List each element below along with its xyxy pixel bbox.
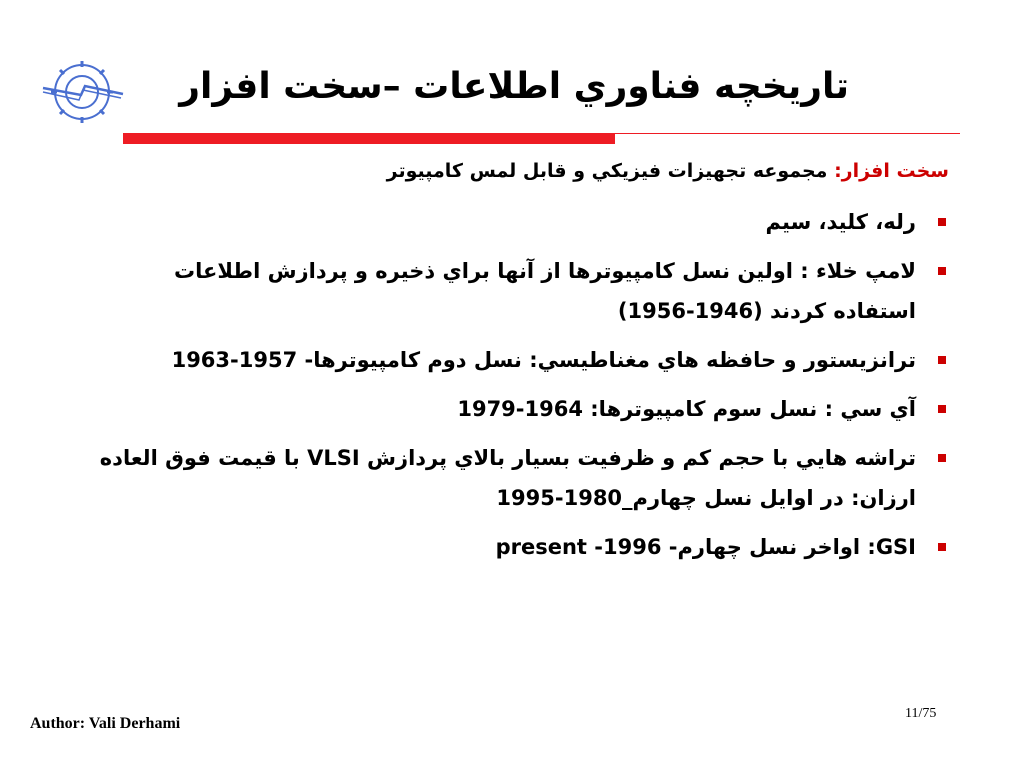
list-item bbox=[94, 389, 954, 429]
list-item-text: آي سي : نسل سوم كامپيوترها: 1964-1979 bbox=[457, 397, 916, 421]
page-title: تاريخچه فناوري اطلاعات –سخت افزار bbox=[179, 66, 849, 107]
title-underline-thin bbox=[615, 133, 960, 134]
list-item-text: لامپ خلاء : اولين نسل كامپيوترها از آنها براي ذخيره و پردازش اطلاعات استفاده كردند (1946-1956) bbox=[174, 259, 916, 323]
bullet-list bbox=[94, 202, 954, 576]
list-item bbox=[94, 202, 954, 242]
list-item bbox=[94, 340, 954, 380]
definition-term: سخت افزار: bbox=[834, 160, 949, 182]
definition-line bbox=[387, 160, 949, 182]
square-bullet-icon bbox=[938, 356, 946, 364]
list-item-text: رله، كليد، سيم bbox=[765, 210, 916, 234]
square-bullet-icon bbox=[938, 405, 946, 413]
footer-author: Author: Vali Derhami bbox=[30, 715, 181, 732]
square-bullet-icon bbox=[938, 218, 946, 226]
square-bullet-icon bbox=[938, 543, 946, 551]
list-item bbox=[94, 438, 954, 518]
page-number: 11/75 bbox=[905, 706, 937, 721]
list-item-text: تراشه هايي با حجم كم و ظرفيت بسيار بالاي پردازش VLSI با قيمت فوق العاده ارزان: در اوايل نسل چهارم_1980-1995 bbox=[99, 446, 916, 510]
list-item-text: GSI: اواخر نسل چهارم- 1996- present bbox=[495, 535, 916, 559]
list-item bbox=[94, 251, 954, 331]
list-item bbox=[94, 527, 954, 567]
definition-text: مجموعه تجهيزات فيزيكي و قابل لمس كامپيوتر bbox=[386, 160, 835, 182]
square-bullet-icon bbox=[938, 454, 946, 462]
title-underline-bar bbox=[123, 133, 615, 144]
list-item-text: ترانزيستور و حافظه هاي مغناطيسي: نسل دوم كامپيوترها- 1957-1963 bbox=[171, 348, 916, 372]
square-bullet-icon bbox=[938, 267, 946, 275]
gear-lightning-logo-icon bbox=[35, 50, 130, 130]
